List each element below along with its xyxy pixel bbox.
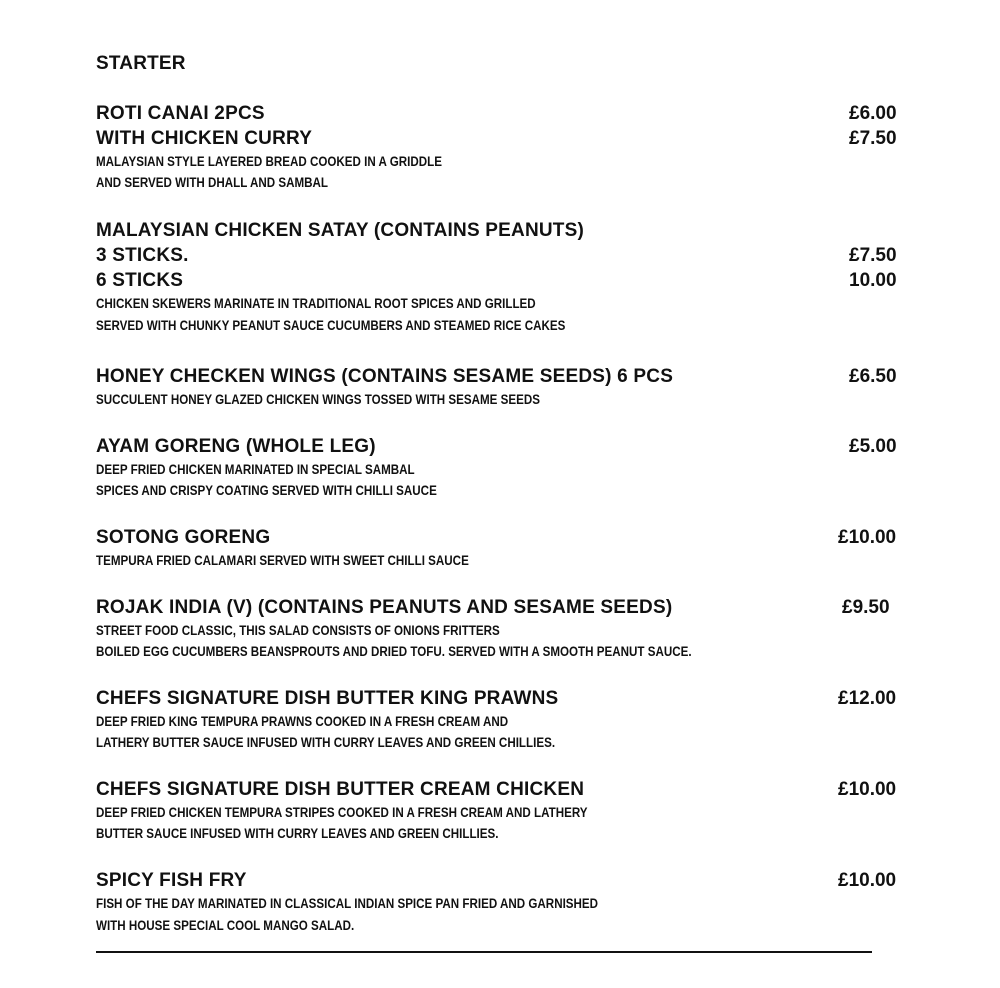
- item-name: SOTONG GORENG: [96, 527, 271, 548]
- menu-item-rojak-india: [96, 595, 916, 662]
- item-description-line: FISH OF THE DAY MARINATED IN CLASSICAL INDIAN SPICE PAN FRIED AND GARNISHED: [96, 896, 599, 911]
- item-price: £5.00: [849, 436, 897, 457]
- item-price: £9.50: [842, 597, 890, 618]
- item-name: CHEFS SIGNATURE DISH BUTTER KING PRAWNS: [96, 688, 559, 709]
- section-title: STARTER: [96, 53, 186, 74]
- item-description-line: BUTTER SAUCE INFUSED WITH CURRY LEAVES AND GREEN CHILLIES.: [96, 826, 499, 841]
- item-description-line: CHICKEN SKEWERS MARINATE IN TRADITIONAL ROOT SPICES AND GRILLED: [96, 296, 536, 311]
- menu-item-spicy-fish-fry: [96, 868, 916, 938]
- item-name: ROJAK INDIA (V) (CONTAINS PEANUTS AND SESAME SEEDS): [96, 597, 673, 618]
- item-name: SPICY FISH FRY: [96, 870, 247, 891]
- menu-item-chicken-satay: [96, 218, 916, 338]
- item-description-line: AND SERVED WITH DHALL AND SAMBAL: [96, 175, 328, 190]
- menu-item-honey-wings: [96, 364, 916, 410]
- item-description-line: DEEP FRIED CHICKEN MARINATED IN SPECIAL SAMBAL: [96, 462, 415, 477]
- item-description-line: SUCCULENT HONEY GLAZED CHICKEN WINGS TOSSED WITH SESAME SEEDS: [96, 392, 541, 407]
- item-name: 3 STICKS.: [96, 245, 189, 266]
- item-line: [96, 525, 916, 550]
- item-description-line: LATHERY BUTTER SAUCE INFUSED WITH CURRY LEAVES AND GREEN CHILLIES.: [96, 735, 556, 750]
- item-line: [96, 595, 916, 620]
- item-line: [96, 777, 916, 802]
- item-description-line: DEEP FRIED KING TEMPURA PRAWNS COOKED IN A FRESH CREAM AND: [96, 714, 509, 729]
- item-price: £7.50: [849, 245, 897, 266]
- item-description-line: WITH HOUSE SPECIAL COOL MANGO SALAD.: [96, 918, 355, 933]
- bottom-divider: [96, 951, 872, 953]
- item-price: £6.50: [849, 366, 897, 387]
- item-line: [96, 364, 916, 389]
- item-description-line: MALAYSIAN STYLE LAYERED BREAD COOKED IN A GRIDDLE: [96, 154, 442, 169]
- item-name: 6 STICKS: [96, 270, 184, 291]
- item-name: MALAYSIAN CHICKEN SATAY (CONTAINS PEANUTS): [96, 220, 585, 241]
- item-price: £7.50: [849, 128, 897, 149]
- item-description-line: STREET FOOD CLASSIC, THIS SALAD CONSISTS OF ONIONS FRITTERS: [96, 623, 500, 638]
- item-name: AYAM GORENG (WHOLE LEG): [96, 436, 376, 457]
- item-description-line: BOILED EGG CUCUMBERS BEANSPROUTS AND DRIED TOFU. SERVED WITH A SMOOTH PEANUT SAUCE.: [96, 644, 692, 659]
- item-price: £10.00: [838, 870, 897, 891]
- item-price: £12.00: [838, 688, 897, 709]
- item-price: £10.00: [838, 527, 897, 548]
- menu-item-roti-canai: [96, 101, 916, 193]
- item-line: [96, 126, 916, 151]
- item-price: £6.00: [849, 103, 897, 124]
- item-line: [96, 434, 916, 459]
- item-line: [96, 218, 916, 243]
- item-line: [96, 101, 916, 126]
- item-line: [96, 686, 916, 711]
- item-line: [96, 268, 916, 293]
- item-description-line: DEEP FRIED CHICKEN TEMPURA STRIPES COOKED IN A FRESH CREAM AND LATHERY: [96, 805, 588, 820]
- item-description-line: SPICES AND CRISPY COATING SERVED WITH CHILLI SAUCE: [96, 483, 437, 498]
- item-line: [96, 868, 916, 893]
- menu-item-butter-cream-chicken: [96, 777, 916, 844]
- item-price: 10.00: [849, 270, 897, 291]
- item-name: CHEFS SIGNATURE DISH BUTTER CREAM CHICKEN: [96, 779, 585, 800]
- item-name: ROTI CANAI 2PCS: [96, 103, 265, 124]
- item-name: WITH CHICKEN CURRY: [96, 128, 313, 149]
- menu-item-butter-king-prawns: [96, 686, 916, 753]
- menu-item-sotong-goreng: [96, 525, 916, 571]
- item-description-line: TEMPURA FRIED CALAMARI SERVED WITH SWEET CHILLI SAUCE: [96, 553, 469, 568]
- item-price: £10.00: [838, 779, 897, 800]
- menu-item-ayam-goreng: [96, 434, 916, 501]
- item-description-line: SERVED WITH CHUNKY PEANUT SAUCE CUCUMBERS AND STEAMED RICE CAKES: [96, 318, 566, 333]
- item-line: [96, 243, 916, 268]
- item-name: HONEY CHECKEN WINGS (CONTAINS SESAME SEEDS) 6 PCS: [96, 366, 674, 387]
